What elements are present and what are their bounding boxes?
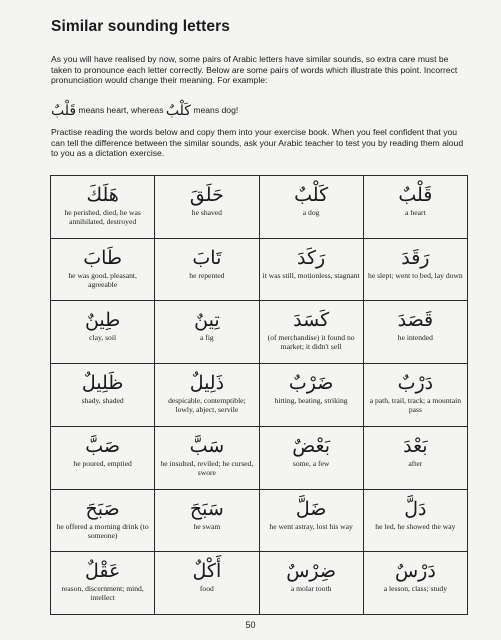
word-cell xyxy=(259,552,363,615)
arabic-word: ضَرْبٌ xyxy=(288,372,334,395)
arabic-word: سَبَحَ xyxy=(189,497,224,520)
english-meaning: hitting, beating, striking xyxy=(274,396,348,406)
example-word-heart: قَلْبٌ xyxy=(51,102,77,119)
arabic-word: أَكْلٌ xyxy=(192,560,222,583)
arabic-word: ذَلِيلٌ xyxy=(189,372,225,395)
english-meaning: despicable, contemptible; lowly, abject, servile xyxy=(168,396,246,415)
word-cell xyxy=(51,426,155,489)
arabic-word: تَابَ xyxy=(192,246,222,269)
word-pairs-table xyxy=(50,175,468,615)
english-meaning: food xyxy=(199,584,214,594)
word-cell xyxy=(155,552,259,615)
arabic-word: حَلَقَ xyxy=(189,184,224,206)
english-meaning: he slept; went to bed, lay down xyxy=(368,270,463,280)
table-row xyxy=(51,238,468,301)
arabic-word: ظَلِيلٌ xyxy=(81,372,124,395)
arabic-word: كَسَدَ xyxy=(293,309,330,332)
arabic-word: قَلْبٌ xyxy=(398,184,433,206)
arabic-word: سَبَّ xyxy=(189,434,225,457)
word-cell xyxy=(363,301,467,364)
word-cell xyxy=(363,489,467,552)
word-cell xyxy=(51,552,155,615)
english-meaning: he repented xyxy=(189,270,225,280)
arabic-word: طَابَ xyxy=(83,246,123,269)
arabic-word: هَلَكَ xyxy=(86,184,119,206)
word-cell xyxy=(259,238,363,301)
english-meaning: a molar tooth xyxy=(290,584,332,594)
word-cell xyxy=(259,364,363,427)
practise-paragraph: Practise reading the words below and copy them into your exercise book. When you feel confident that you can tell the difference between the similar sounds, ask your Arabic teacher to test you by reading them aloud to you as a dictation exercise. xyxy=(51,127,464,159)
arabic-word: قَصَدَ xyxy=(397,309,434,332)
english-meaning: he went astray, lost his way xyxy=(269,521,353,531)
example-text-2: means dog! xyxy=(193,105,239,115)
english-meaning: a path, trail, track; a mountain pass xyxy=(369,396,462,415)
word-cell xyxy=(51,301,155,364)
word-cell xyxy=(155,176,259,239)
example-text-1: means heart, whereas xyxy=(78,105,164,115)
word-cell xyxy=(363,238,467,301)
word-cell xyxy=(51,176,155,239)
word-cell xyxy=(259,301,363,364)
arabic-word: رَكَدَ xyxy=(297,246,326,269)
english-meaning: he offered a morning drink (to someone) xyxy=(56,521,149,540)
english-meaning: he perished, died, he was annihilated, destroyed xyxy=(64,208,141,226)
english-meaning: clay, soil xyxy=(89,333,117,343)
word-cell xyxy=(363,364,467,427)
english-meaning: he led, he showed the way xyxy=(375,521,456,531)
word-cell xyxy=(259,426,363,489)
word-cell xyxy=(155,364,259,427)
table-row xyxy=(51,176,468,239)
arabic-word: دَرْبٌ xyxy=(397,372,434,395)
arabic-word: دَرْسٌ xyxy=(394,560,436,583)
arabic-word: كَلْبٌ xyxy=(294,184,329,206)
english-meaning: it was still, motionless, stagnant xyxy=(262,270,360,280)
table-row xyxy=(51,489,468,552)
word-cell xyxy=(363,176,467,239)
arabic-word: بَعْدَ xyxy=(403,434,428,457)
table-row xyxy=(51,426,468,489)
english-meaning: he insulted, reviled; he cursed, swore xyxy=(160,458,254,477)
word-cell xyxy=(155,301,259,364)
arabic-word: صَبَحَ xyxy=(85,497,120,520)
word-cell xyxy=(259,176,363,239)
english-meaning: he shaved xyxy=(191,208,222,217)
english-meaning: shady, shaded xyxy=(81,396,124,406)
table-row xyxy=(51,364,468,427)
example-word-dog: كَلْبٌ xyxy=(165,102,191,119)
english-meaning: a lesson, class; study xyxy=(383,584,448,594)
word-cell xyxy=(259,489,363,552)
english-meaning: he poured, emptied xyxy=(73,458,132,468)
word-cell xyxy=(155,426,259,489)
word-cell xyxy=(51,364,155,427)
arabic-word: عَقْلٌ xyxy=(84,560,121,583)
arabic-word: دَلَّ xyxy=(404,497,427,520)
english-meaning: a heart xyxy=(405,208,426,217)
word-cell xyxy=(155,238,259,301)
english-meaning: a fig xyxy=(200,333,214,343)
arabic-word: صَبَّ xyxy=(85,434,121,457)
english-meaning: a dog xyxy=(302,208,320,217)
page-number: 50 xyxy=(245,620,256,630)
arabic-word: تِينٌ xyxy=(194,309,220,332)
table-row xyxy=(51,552,468,615)
arabic-word: ضَلَّ xyxy=(295,497,327,520)
word-cell xyxy=(51,489,155,552)
arabic-word: بَعْضٌ xyxy=(292,434,330,457)
english-meaning: (of merchandise) it found no market; it didn't sell xyxy=(267,333,355,352)
example-line xyxy=(51,99,471,121)
english-meaning: some, a few xyxy=(292,458,330,468)
word-cell xyxy=(363,426,467,489)
english-meaning: he was good, pleasant, agreeable xyxy=(68,270,137,289)
english-meaning: after xyxy=(408,458,423,468)
english-meaning: he intended xyxy=(397,333,433,343)
word-cell xyxy=(363,552,467,615)
word-cell xyxy=(155,489,259,552)
english-meaning: reason, discernment; mind, intellect xyxy=(61,584,144,603)
arabic-word: طِينٌ xyxy=(84,309,121,332)
section-title: Similar sounding letters xyxy=(51,18,230,35)
arabic-word: رَقَدَ xyxy=(401,246,430,269)
english-meaning: he swam xyxy=(193,521,221,531)
word-cell xyxy=(51,238,155,301)
table-row xyxy=(51,301,468,364)
arabic-word: ضِرْسٌ xyxy=(286,560,337,583)
intro-paragraph: As you will have realised by now, some pairs of Arabic letters have similar sounds, so extra care must be taken to pronounce each letter correctly. Below are some pairs of words which illustrate this point. Incorrect pronunciation would change their meaning. For example: xyxy=(51,54,458,86)
